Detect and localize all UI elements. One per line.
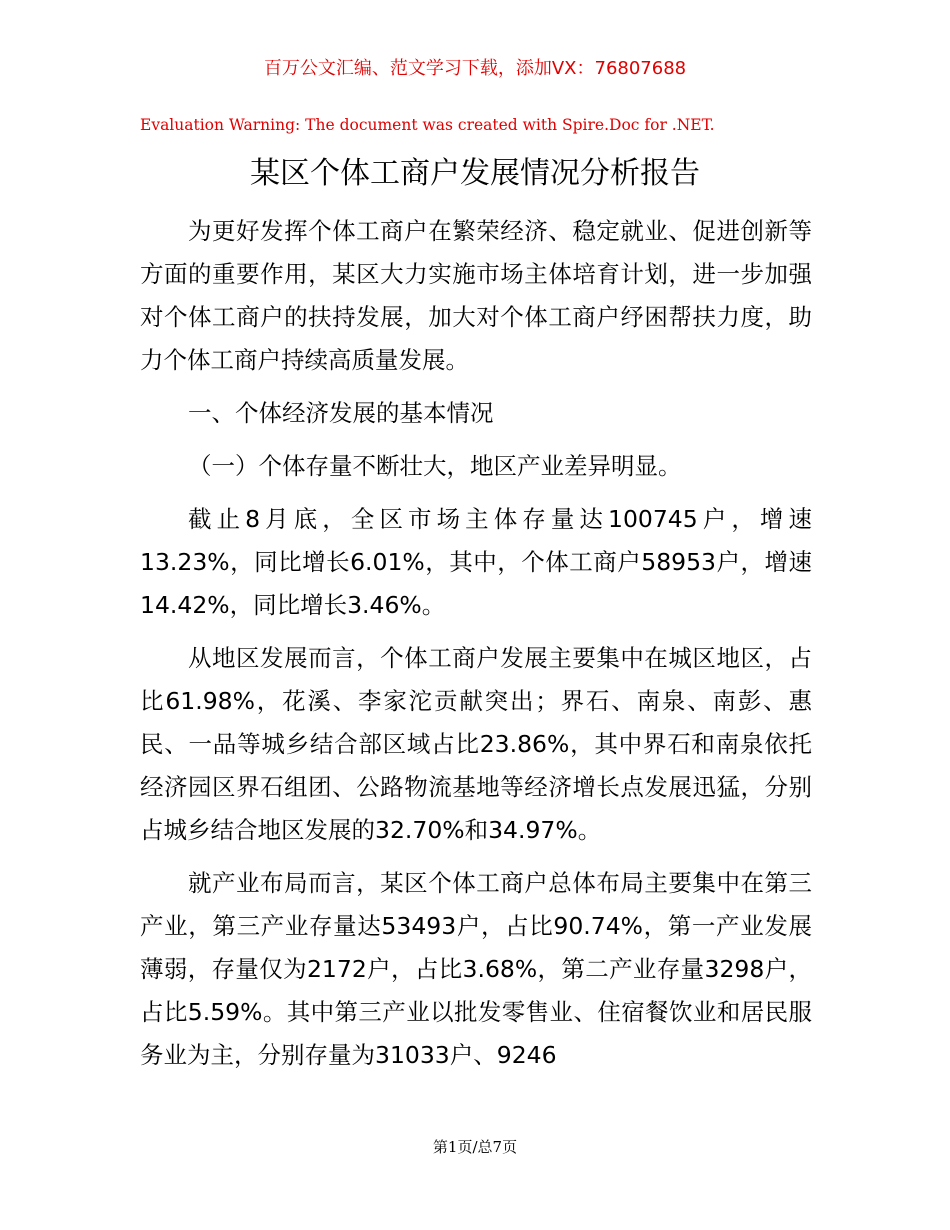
paragraph-intro: 为更好发挥个体工商户在繁荣经济、稳定就业、促进创新等方面的重要作用，某区大力实施市场主体培育计划，进一步加强对个体工商户的扶持发展，加大对个体工商户纾困帮扶力度，助力个体工商户持续高质量发展。 (140, 217, 812, 374)
paragraph-stock: 截止8月底，全区市场主体存量达100745户，增速13.23%，同比增长6.01%，其中，个体工商户58953户，增速14.42%，同比增长3.46%。 (140, 505, 812, 619)
header-ad-banner: 百万公文汇编、范文学习下载，添加VX：76807688 (263, 58, 687, 79)
section-heading: 一、个体经济发展的基本情况 (188, 399, 494, 427)
document-title: 某区个体工商户发展情况分析报告 (250, 156, 700, 191)
paragraph-industry: 就产业布局而言，某区个体工商户总体布局主要集中在第三产业，第三产业存量达53493户，占比90.74%，第一产业发展薄弱，存量仅为2172户，占比3.68%，第二产业存量3298户，占比5.59%。其中第三产业以批发零售业、住宿餐饮业和居民服务业为主，分别存量为31033户、9246 (140, 869, 812, 1069)
subsection-heading: （一）个体存量不断壮大，地区产业差异明显。 (188, 452, 682, 480)
document-body (140, 210, 812, 1087)
page-number: 第1页/总7页 (432, 1138, 518, 1156)
evaluation-warning: Evaluation Warning: The document was created with Spire.Doc for .NET. (140, 116, 715, 134)
paragraph-regional: 从地区发展而言，个体工商户发展主要集中在城区地区，占比61.98%，花溪、李家沱贡献突出；界石、南泉、南彭、惠民、一品等城乡结合部区域占比23.86%，其中界石和南泉依托经济园区界石组团、公路物流基地等经济增长点发展迅猛，分别占城乡结合地区发展的32.70%和34.97%。 (140, 644, 812, 844)
